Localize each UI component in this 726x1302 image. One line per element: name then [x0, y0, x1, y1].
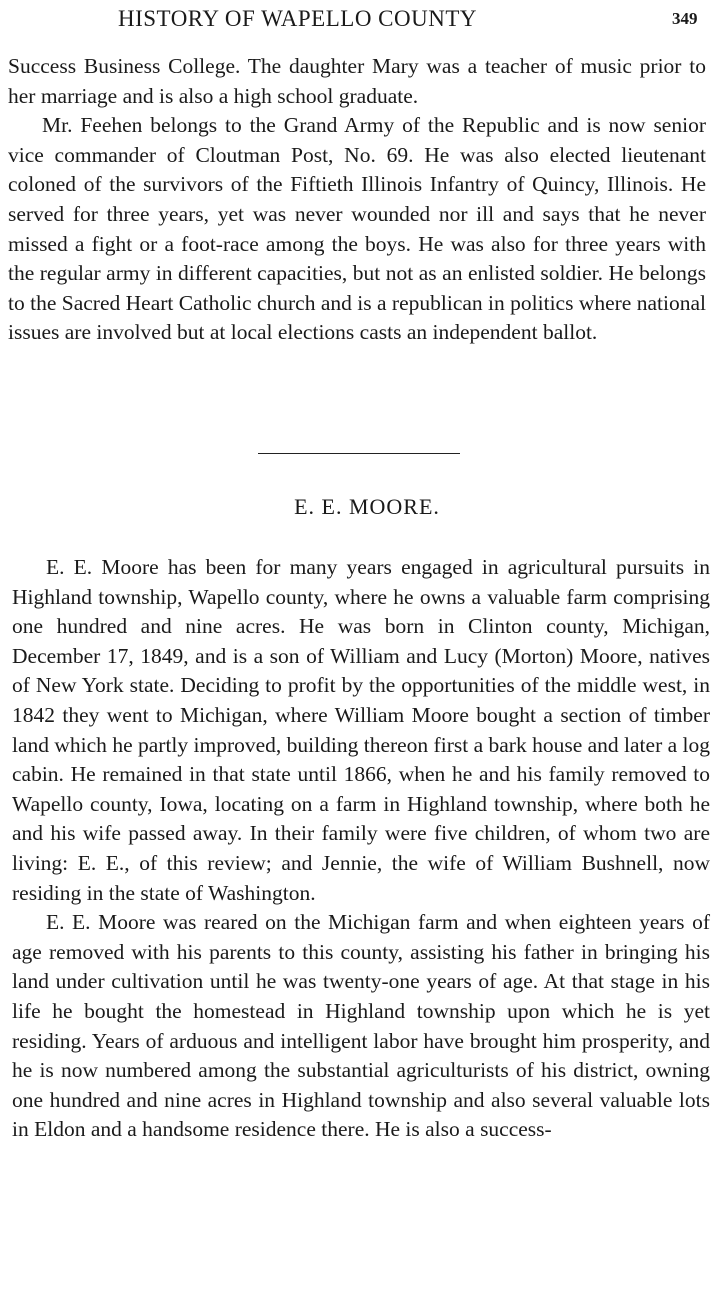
page-number: 349 [672, 9, 698, 28]
feehen-text-block [8, 52, 706, 348]
feehen-continuation-paragraph: Success Business College. The daughter Mary was a teacher of music prior to her marriage and is also a high school graduate. [8, 54, 706, 108]
running-head [0, 4, 726, 34]
section-divider [258, 453, 460, 454]
moore-text-block [12, 553, 710, 1145]
running-title: HISTORY OF WAPELLO COUNTY [118, 6, 478, 31]
feehen-military-paragraph: Mr. Feehen belongs to the Grand Army of the Republic and is now senior vice commander of Cloutman Post, No. 69. He was also elected lieutenant coloned of the survivors of the Fiftieth Illinois Infantry of Quincy, Illinois. He served for three years, yet was never wounded nor ill and says that he never missed a fight or a foot-race among the boys. He was also for three years with the regular army in different capacities, but not as an enlisted soldier. He belongs to the Sacred Heart Catholic church and is a republican in politics where national issues are involved but at local elections casts an independent ballot. [8, 113, 706, 345]
section-heading: E. E. MOORE. [294, 494, 440, 519]
moore-paragraph-2: E. E. Moore was reared on the Michigan farm and when eighteen years of age removed with his parents to this county, assisting his father in bringing his land under cultivation until he was twenty-one years of age. At that stage in his life he bought the homestead in Highland township upon which he is yet residing. Years of arduous and intelligent labor have brought him prosperity, and he is now numbered among the substantial agriculturists of his district, owning one hundred and nine acres in Highland township and also several valuable lots in Eldon and a handsome residence there. He is also a success- [12, 910, 710, 1142]
moore-paragraph-1: E. E. Moore has been for many years engaged in agricultural pursuits in Highland township, Wapello county, where he owns a valuable farm comprising one hundred and nine acres. He was born in Clinton county, Michigan, December 17, 1849, and is a son of William and Lucy (Morton) Moore, natives of New York state. Deciding to profit by the opportunities of the middle west, in 1842 they went to Michigan, where William Moore bought a section of timber land which he partly improved, building thereon first a bark house and later a log cabin. He remained in that state until 1866, when he and his family removed to Wapello county, Iowa, locating on a farm in Highland township, where both he and his wife passed away. In their family were five children, of whom two are living: E. E., of this review; and Jennie, the wife of William Bushnell, now residing in the state of Washington. [12, 555, 710, 905]
